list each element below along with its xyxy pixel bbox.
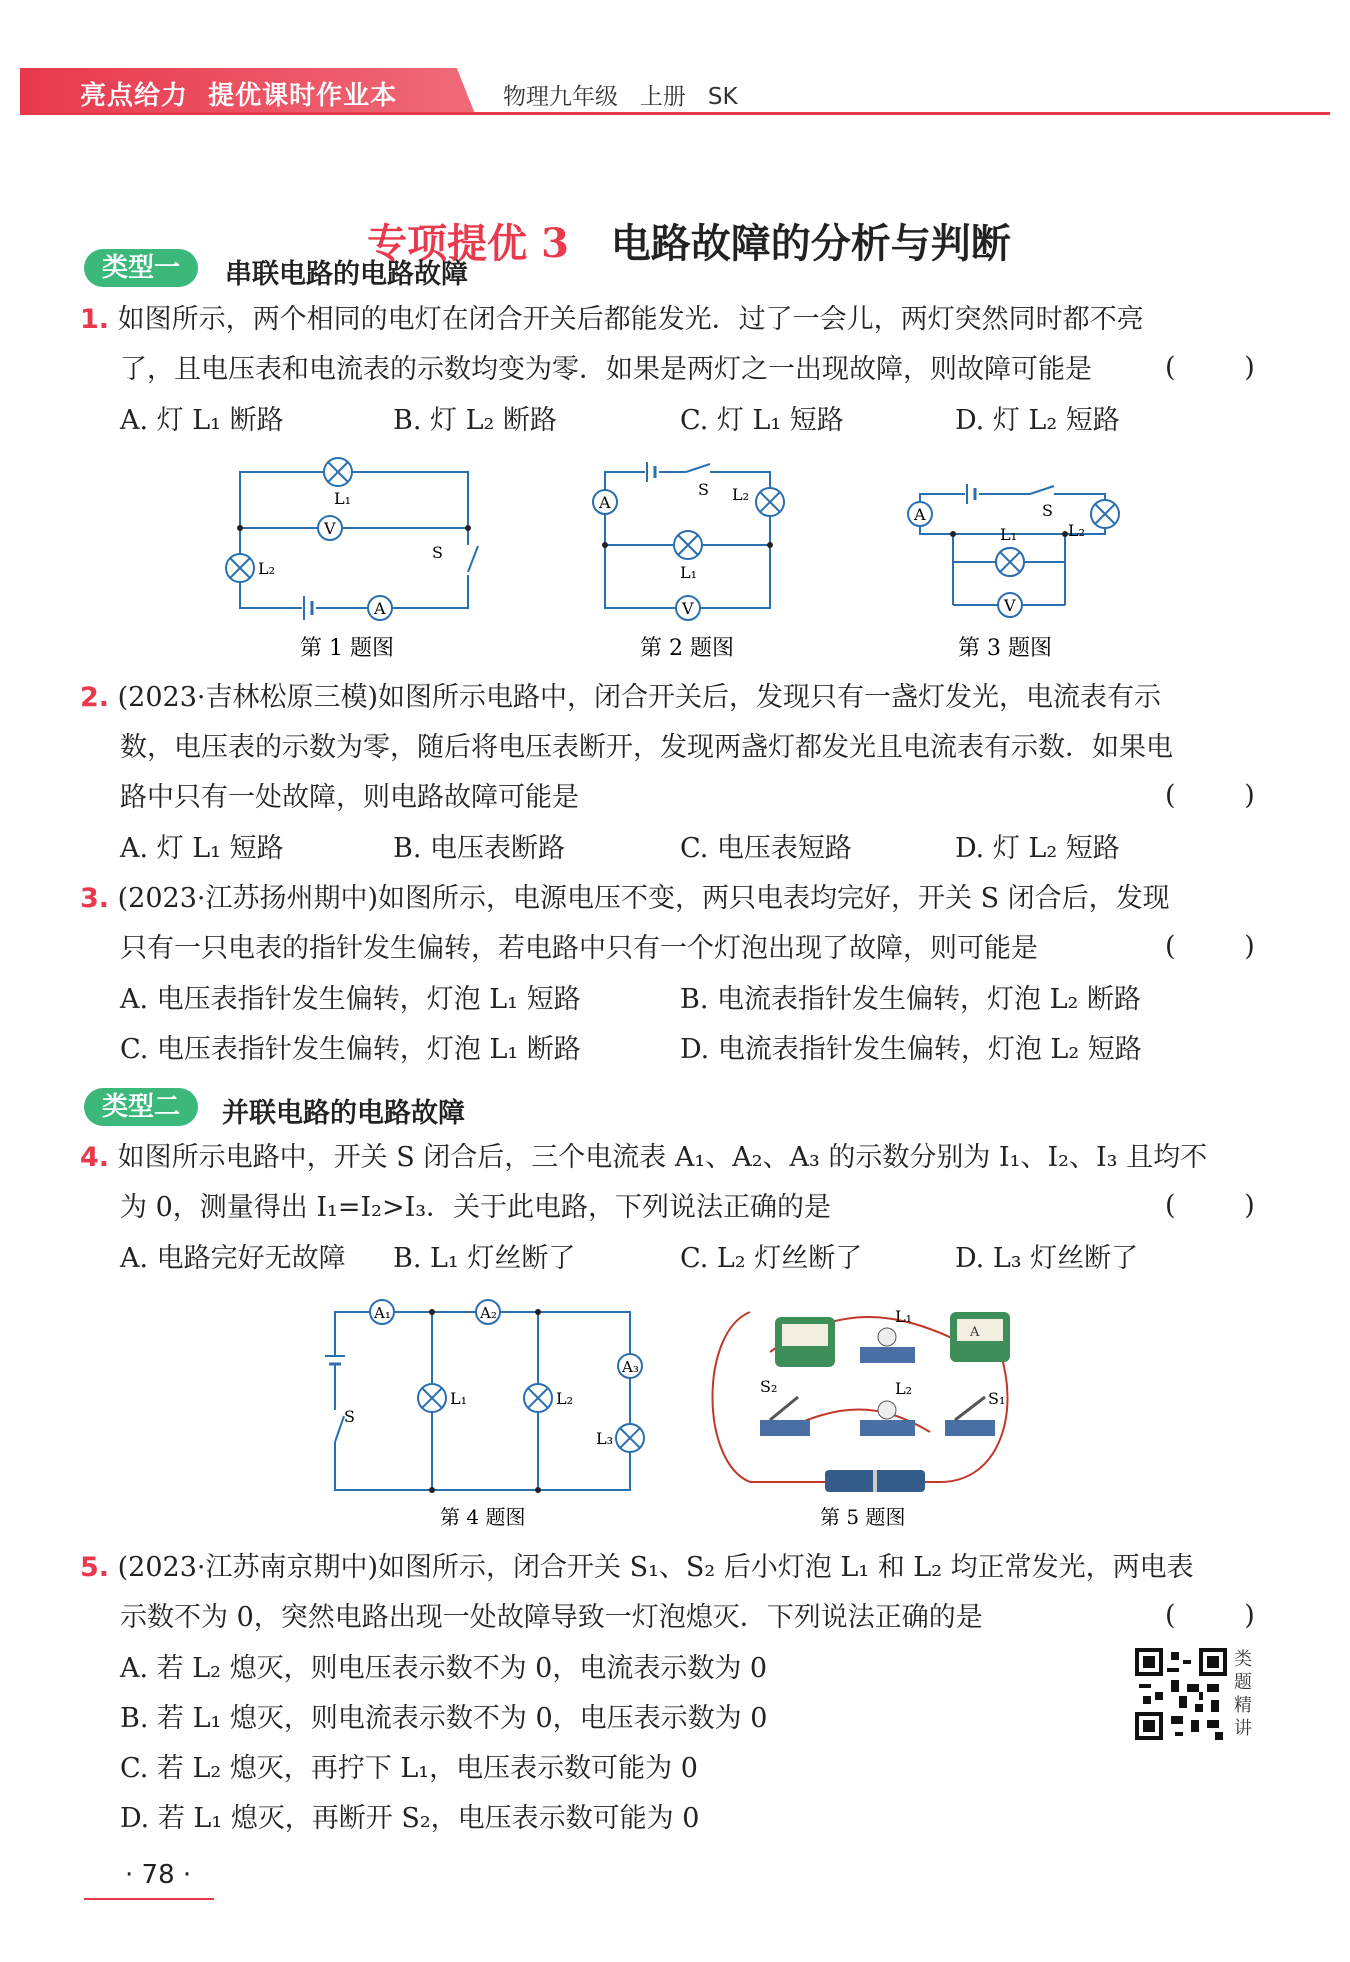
q3-option-d: D. 电流表指针发生偏转，灯泡 L₂ 短路 xyxy=(680,1034,1142,1065)
q1-option-d: D. 灯 L₂ 短路 xyxy=(955,405,1120,436)
q3-option-b: B. 电流表指针发生偏转，灯泡 L₂ 断路 xyxy=(680,984,1141,1015)
q2-option-d: D. 灯 L₂ 短路 xyxy=(955,833,1120,864)
fig2-caption: 第 2 题图 xyxy=(640,636,734,661)
q5-answer-blank: ( ) xyxy=(1165,1600,1255,1631)
fig4-a2-label: A₂ xyxy=(480,1304,497,1322)
qr-code-icon[interactable] xyxy=(1135,1648,1227,1740)
fig3-circuit xyxy=(908,484,1119,661)
q1-line2: 了，且电压表和电流表的示数均变为零．如果是两灯之一出现故障，则故障可能是 xyxy=(120,354,1092,385)
fig5-lamp-l2-icon xyxy=(878,1401,896,1419)
fig3-a-label: A xyxy=(914,505,926,524)
q1-line1 xyxy=(80,302,1144,338)
fig4-a1-label: A₁ xyxy=(374,1304,391,1322)
fig1-l1-label: L₁ xyxy=(334,489,352,508)
fig5-switch-s1-icon xyxy=(945,1420,995,1436)
fig4-l3-label: L₃ xyxy=(596,1429,614,1448)
fig4-l1-label: L₁ xyxy=(450,1389,468,1408)
fig2-lamp-l2-icon xyxy=(756,488,784,516)
fig2-l1-label: L₁ xyxy=(680,563,698,582)
q5-option-b: B. 若 L₁ 熄灭，则电流表示数不为 0，电压表示数为 0 xyxy=(120,1703,768,1734)
q1-option-c: C. 灯 L₁ 短路 xyxy=(680,405,844,436)
type-title-2: 并联电路的电路故障 xyxy=(222,1098,465,1129)
q3-answer-blank: ( ) xyxy=(1165,931,1255,962)
fig1-a-label: A xyxy=(374,599,386,618)
fig1-circuit xyxy=(226,458,478,661)
header-rule xyxy=(20,112,1330,115)
fig2-lamp-l1-icon xyxy=(674,531,702,559)
q4-line1 xyxy=(80,1140,1207,1176)
q4-option-a: A. 电路完好无故障 xyxy=(120,1243,346,1274)
fig4-caption: 第 4 题图 xyxy=(440,1505,526,1529)
fig1-caption: 第 1 题图 xyxy=(300,636,394,661)
fig4-circuit xyxy=(325,1300,644,1529)
q4-text1: 如图所示电路中，开关 S 闭合后，三个电流表 A₁、A₂、A₃ 的示数分别为 I₁、I₂、I₃ 且均不 xyxy=(117,1142,1208,1173)
fig5-ammeter-letter: A xyxy=(970,1325,980,1340)
figures-1-3 xyxy=(220,450,1220,665)
fig5-s1-label: S₁ xyxy=(988,1389,1006,1408)
q2-line3: 路中只有一处故障，则电路故障可能是 xyxy=(120,782,579,813)
q2-line1 xyxy=(80,680,1161,716)
q4-number: 4. xyxy=(80,1142,110,1173)
title-main: 电路故障的分析与判断 xyxy=(610,220,1011,267)
fig4-lamp-l1-icon xyxy=(418,1384,446,1412)
footer-rule xyxy=(84,1898,214,1900)
q3-text1: (2023·江苏扬州期中)如图所示，电源电压不变，两只电表均完好，开关 S 闭合后，发现 xyxy=(117,883,1170,914)
page-number: · 78 · xyxy=(125,1860,192,1890)
q3-line1 xyxy=(80,881,1170,917)
fig5-pictorial-circuit xyxy=(713,1307,1011,1529)
fig2-s-label: S xyxy=(698,480,709,499)
q5-number: 5. xyxy=(80,1552,110,1583)
q4-option-b: B. L₁ 灯丝断了 xyxy=(393,1243,576,1274)
q4-option-c: C. L₂ 灯丝断了 xyxy=(680,1243,863,1274)
fig2-v-label: V xyxy=(682,599,694,618)
q3-line2: 只有一只电表的指针发生偏转，若电路中只有一个灯泡出现了故障，则可能是 xyxy=(120,933,1038,964)
q1-option-a: A. 灯 L₁ 断路 xyxy=(120,405,284,436)
title-prefix: 专项提优 3 xyxy=(367,220,569,267)
qr-label: 类题精讲 xyxy=(1234,1649,1252,1739)
fig1-v-label: V xyxy=(324,519,336,538)
q3-option-a: A. 电压表指针发生偏转，灯泡 L₁ 短路 xyxy=(120,984,581,1015)
fig4-s-label: S xyxy=(344,1407,355,1426)
fig3-l1-label: L₁ xyxy=(1000,525,1018,544)
q3-number: 3. xyxy=(80,883,110,914)
fig1-lamp-l1-icon xyxy=(324,458,352,486)
fig5-caption: 第 5 题图 xyxy=(820,1505,906,1529)
type-title-1: 串联电路的电路故障 xyxy=(225,259,468,290)
q2-text1: (2023·吉林松原三模)如图所示电路中，闭合开关后，发现只有一盏灯发光，电流表有示 xyxy=(117,682,1162,713)
fig3-caption: 第 3 题图 xyxy=(958,636,1052,661)
q3-option-c: C. 电压表指针发生偏转，灯泡 L₁ 断路 xyxy=(120,1034,581,1065)
page-title xyxy=(0,165,1350,269)
figures-4-5 xyxy=(320,1292,1040,1532)
fig3-v-label: V xyxy=(1004,596,1016,615)
fig5-switch-s2-icon xyxy=(760,1420,810,1436)
q2-number: 2. xyxy=(80,682,110,713)
q2-option-c: C. 电压表短路 xyxy=(680,833,852,864)
fig1-s-label: S xyxy=(432,543,443,562)
fig3-s-label: S xyxy=(1042,501,1053,520)
fig1-lamp-l2-icon xyxy=(226,554,254,582)
q5-text1: (2023·江苏南京期中)如图所示，闭合开关 S₁、S₂ 后小灯泡 L₁ 和 L₂ 均正常发光，两电表 xyxy=(117,1552,1194,1583)
q4-line2: 为 0，测量得出 I₁=I₂>I₃．关于此电路，下列说法正确的是 xyxy=(120,1192,832,1223)
fig3-lamp-l2-icon xyxy=(1091,500,1119,528)
q2-line2: 数，电压表的示数为零，随后将电压表断开，发现两盏灯都发光且电流表有示数．如果电 xyxy=(120,732,1173,763)
q2-option-b: B. 电压表断路 xyxy=(393,833,566,864)
q1-option-b: B. 灯 L₂ 断路 xyxy=(393,405,557,436)
q1-number: 1. xyxy=(80,304,110,335)
q1-text1: 如图所示，两个相同的电灯在闭合开关后都能发光．过了一会儿，两灯突然同时都不亮 xyxy=(117,304,1144,335)
fig5-lamp-l1-icon xyxy=(878,1328,896,1346)
fig5-l2-label: L₂ xyxy=(895,1379,913,1398)
type-badge-1: 类型一 xyxy=(84,249,198,287)
fig2-l2-label: L₂ xyxy=(732,485,750,504)
q4-option-d: D. L₃ 灯丝断了 xyxy=(955,1243,1139,1274)
fig4-lamp-l3-icon xyxy=(616,1424,644,1452)
fig1-l2-label: L₂ xyxy=(258,559,276,578)
fig3-l2-label: L₂ xyxy=(1068,521,1086,540)
fig4-l2-label: L₂ xyxy=(556,1389,574,1408)
q5-line1 xyxy=(80,1550,1194,1586)
fig4-lamp-l2-icon xyxy=(524,1384,552,1412)
header-brand: 亮点给力 提优课时作业本 xyxy=(80,81,398,111)
q4-answer-blank: ( ) xyxy=(1165,1190,1255,1221)
q5-option-a: A. 若 L₂ 熄灭，则电压表示数不为 0，电流表示数为 0 xyxy=(120,1653,768,1684)
fig2-circuit xyxy=(593,462,784,661)
header-subject: 物理九年级 上册 SK xyxy=(503,84,738,110)
q1-answer-blank: ( ) xyxy=(1165,352,1255,383)
q5-line2: 示数不为 0，突然电路出现一处故障导致一灯泡熄灭．下列说法正确的是 xyxy=(120,1602,983,1633)
q5-option-c: C. 若 L₂ 熄灭，再拧下 L₁，电压表示数可能为 0 xyxy=(120,1753,698,1784)
fig5-l1-label: L₁ xyxy=(895,1307,913,1326)
q2-answer-blank: ( ) xyxy=(1165,780,1255,811)
q5-option-d: D. 若 L₁ 熄灭，再断开 S₂，电压表示数可能为 0 xyxy=(120,1803,700,1834)
fig2-a-label: A xyxy=(599,493,611,512)
fig5-s2-label: S₂ xyxy=(760,1377,778,1396)
q2-option-a: A. 灯 L₁ 短路 xyxy=(120,833,284,864)
type-badge-2: 类型二 xyxy=(84,1088,198,1126)
fig4-a3-label: A₃ xyxy=(622,1358,639,1376)
